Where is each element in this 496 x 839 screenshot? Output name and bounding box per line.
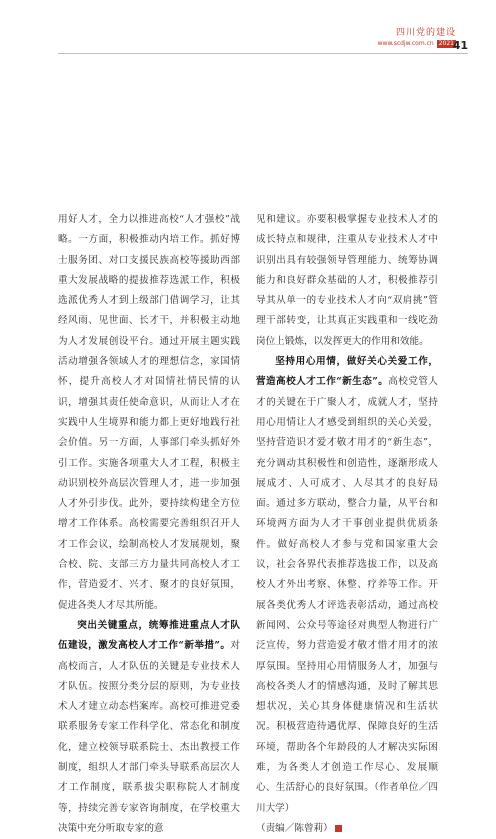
paragraph-text: 高校党管人才的关键在于广聚人才，成就人才，坚持用心用情让人才感受到组织的关心关爱，坚持营造识才爱才敬才用才的“新生态”，充分调动其积极性和创造性，逐渐形成人展成才、人可成才、人尽其才的良好局面。通过多方联动，整合力量，从平台和环境两方面为人才干事创业提供优质条件。做好高校人才参与党和国家重大会议，社会各界代表推荐选拔工作，以及高校人才外出考察、休整、疗养等工作。开展各类优秀人才评选表彰活动，通过高校新闻网、公众号等途径对典型人物进行广泛宣传，努力营造爱才敬才惜才用才的浓厚氛围。坚持用心用情服务人才，加强与高校各类人才的情感沟通，及时了解其思想状况，关心其身体健康情况和生活状况。积极营造待遇优厚、保障良好的生活环境，帮助各个年龄段的人才解决实际困难，为各类人才创造工作尽心、发展顺心、生活舒心的良好氛围。 [256, 376, 438, 794]
paragraph: 用好人才，全力以推进高校“人才强校”战略。一方面，积极推动内培工作。抓好博士服务团、对口支援民族高校等援助西部重大发展战略的提拔推荐选派工作，积极选派优秀人才到上级部门借调学习，让其经风雨、见世面、长才干，并积极主动地为人才发展创设平台。通过开展主题实践活动增强各领域人才的理想信念，家国情怀，提升高校人才对国情社情民情的认识，增强其责任使命意识，从而让人才在实践中人生境界和能力都上更好地践行社会价值。另一方面，人事部门牵头抓好外引工作。实施各项重大人才工程，积极主动识别校外高层次管理人才，进一步加强人才外引步伐。此外，要持续构建全方位增才工作体系。高校需要完善组织召开人才工作会议，绘制高校人才发展规划，聚合校、院、支部三方力量共同高校人才工作，营造爱才、兴才、聚才的良好氛围，促进各类人才尽其所能。 [58, 214, 240, 611]
editor-note: （责编／陈曾莉） [256, 822, 333, 834]
paragraph-text: 对高校而言，人才队伍的关键是专业技术人才队伍。按照分类分层的原则，为专业技术人才建立动态档案库。高校可推进党委联系服务专家工作科学化、常态化和制度化，建立校领导联系院士、杰出教授工作制度，组织人才部门牵头导联系高层次人才工作制度，联系拔尖职称院人才制度等，持续完善专家咨询制度，在学校重大决策中充分听取专家的意 [58, 640, 240, 834]
site-row [378, 40, 456, 48]
magazine-title: 四川党的建设 [395, 28, 456, 38]
page-header [378, 28, 456, 48]
right-column [256, 210, 438, 839]
website-url[interactable]: www.scdjw.com.cn [377, 40, 434, 47]
header-divider [58, 53, 468, 54]
left-column [58, 210, 240, 839]
paragraph: 见和建议。亦要积极掌握专业技术人才的成长特点和规律，注重从专业技术人才中识别出具有较强领导管理能力、统筹协调能力和良好群众基础的人才，积极推荐引导其从单一的专业技术人才向“双肩挑”管理干部转变，让其真正实践重和一线吃劲岗位上锻炼，以发挥更大的作用和效能。 [256, 214, 438, 347]
paragraph [58, 616, 240, 839]
section-heading: 突出关键重点，统筹推进重点人才队伍建设，激发高校人才工作“新举措”。 [58, 619, 240, 652]
year-badge: 2021 [438, 40, 454, 47]
author-note: （作者单位／四川大学） [256, 782, 439, 814]
end-mark [335, 825, 342, 832]
editor-line [256, 819, 438, 839]
section-heading: 坚持用心用情，做好关心关爱工作，营造高校人才工作“新生态”。 [256, 356, 438, 388]
page-number: 41 [452, 39, 468, 52]
paragraph [256, 352, 438, 819]
